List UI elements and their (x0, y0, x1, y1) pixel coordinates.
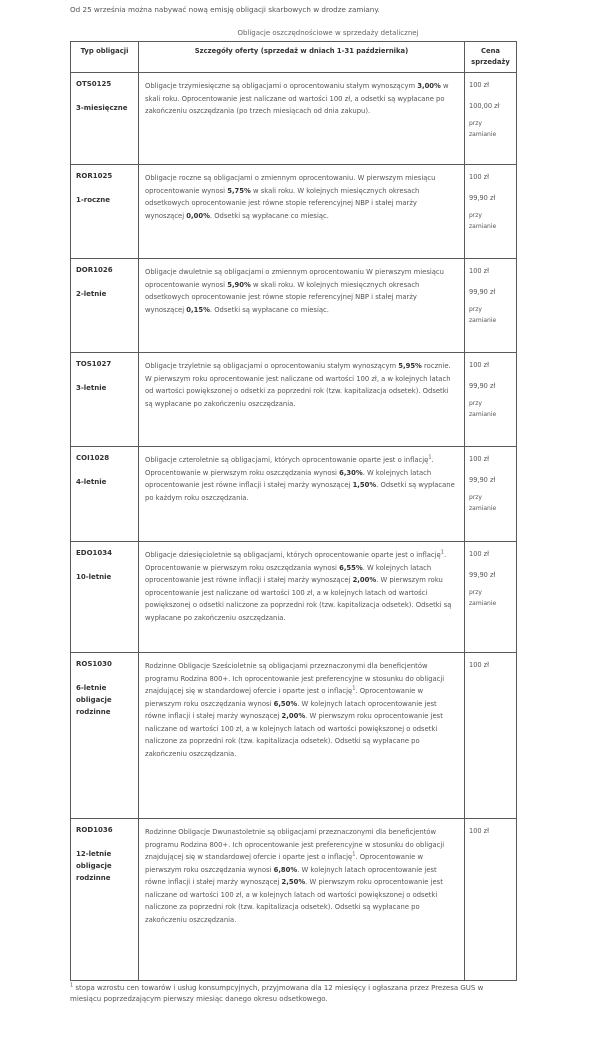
price-value: 100 zł (469, 661, 490, 669)
bond-code: TOS1027 (76, 360, 112, 368)
bond-code: ROD1036 (76, 826, 113, 834)
bond-type-cell (71, 73, 139, 165)
table-row (71, 353, 517, 447)
bond-description: Obligacje dziesięcioletnie są obligacjami, których oprocentowanie oparte jest o inflację$^1$. Oprocentowanie w pierwszym roku oszczędzania wynosi 6,55%. W kolejnych latach oprocentowanie jest równe inflacji i stałej marży wynoszącej 2,00%. W pierwszym roku oprocentowanie jest naliczane od wartości 100 zł, a w kolejnych latach od wartości powiększonej o odsetki naliczone za poprzedni rok (tzw. kapitalizacja odsetek). Odsetki są wypłacane po zakończeniu oszczędzania. (139, 542, 465, 653)
price-value: 100,00 zł (469, 102, 500, 110)
bond-description: Obligacje trzymiesięczne są obligacjami o oprocentowaniu stałym wynoszącym 3,00% w skali roku. Oprocentowanie jest naliczane od wartości 100 zł, a odsetki są wypłacane po zakończeniu oszczędzania (po trzech miesiącach od dnia zakupu). (139, 73, 465, 165)
bond-code: COI1028 (76, 454, 110, 462)
price-value: 100 zł (469, 827, 490, 835)
table-row (71, 542, 517, 653)
bond-description: Obligacje czteroletnie są obligacjami, których oprocentowanie oparte jest o inflację$^1$. Oprocentowanie w pierwszym roku oszczędzania wynosi 6,30%. W kolejnych latach oprocentowanie jest równe inflacji i stałej marży wynoszącej 1,50%. Odsetki są wypłacane po każdym roku oszczędzania. (139, 447, 465, 542)
price-value: 100 zł (469, 267, 490, 275)
bond-price-cell (465, 819, 517, 981)
bond-price-cell (465, 447, 517, 542)
price-value: 100 zł (469, 81, 490, 89)
bond-type-cell (71, 653, 139, 819)
bond-type-cell (71, 542, 139, 653)
price-note: przy zamianie (469, 589, 497, 607)
bond-description: Obligacje roczne są obligacjami o zmiennym oprocentowaniu. W pierwszym miesiącu oprocentowanie wynosi 5,75% w skali roku. W kolejnych miesięcznych okresach odsetkowych oprocentowanie jest równe stopie referencyjnej NBP i stałej marży wynoszącej 0,00%. Odsetki są wypłacane co miesiąc. (139, 165, 465, 259)
price-note: przy zamianie (469, 212, 497, 230)
bond-description: Rodzinne Obligacje Sześcioletnie są obligacjami przeznaczonymi dla beneficjentów programu Rodzina 800+. Ich oprocentowanie jest preferencyjne w stosunku do obligacji znajdującej się w standardowej ofercie i oparte jest o inflację$^1$. Oprocentowanie w pierwszym roku oszczędzania wynosi 6,50%. W kolejnych latach oprocentowanie jest równe inflacji i stałej marży wynoszącej 2,00%. W pierwszym roku oprocentowanie jest naliczane od wartości 100 zł, a w kolejnych latach od wartości powiększonej o odsetki naliczone za poprzedni rok (tzw. kapitalizacja odsetek). Odsetki są wypłacane po zakończeniu oszczędzania. (139, 653, 465, 819)
bond-price-cell (465, 653, 517, 819)
price-value: 99,90 zł (469, 194, 496, 202)
bond-description: Rodzinne Obligacje Dwunastoletnie są obligacjami przeznaczonymi dla beneficjentów programu Rodzina 800+. Ich oprocentowanie jest preferencyjne w stosunku do obligacji znajdującej się w standardowej ofercie i oparte jest o inflację$^1$. Oprocentowanie w pierwszym roku oszczędzania wynosi 6,80%. W kolejnych latach oprocentowanie jest równe inflacji i stałej marży wynoszącej 2,50%. W pierwszym roku oprocentowanie jest naliczane od wartości 100 zł, a w kolejnych latach od wartości powiększonej o odsetki naliczone za poprzedni rok (tzw. kapitalizacja odsetek). Odsetki są wypłacane po zakończeniu oszczędzania. (139, 819, 465, 981)
bond-price-cell (465, 73, 517, 165)
bond-type-cell (71, 259, 139, 353)
page (0, 4, 596, 1046)
intro-text: Od 25 września można nabywać nową emisję obligacji skarbowych w drodze zamiany. (70, 5, 380, 14)
bond-description: Obligacje dwuletnie są obligacjami o zmiennym oprocentowaniu W pierwszym miesiącu oprocentowanie wynosi 5,90% w skali roku. W kolejnych miesięcznych okresach odsetkowych oprocentowanie jest równe stopie referencyjnej NBP i stałej marży wynoszącej 0,15%. Odsetki są wypłacane co miesiąc. (139, 259, 465, 353)
bond-type-cell (71, 447, 139, 542)
price-value: 100 zł (469, 361, 490, 369)
bond-term-label: 1-roczne (76, 195, 110, 204)
price-note: przy zamianie (469, 400, 497, 418)
bond-term-label: 6-letnie obligacje rodzinne (76, 683, 112, 716)
bond-term-label: 3-letnie (76, 383, 107, 392)
footnote: $^1$ stopa wzrostu cen towarów i usług konsumpcyjnych, przyjmowana dla 12 miesięcy i ogłaszana przez Prezesa GUS w miesiącu poprzedzającym pierwszy miesiąc danego okresu odsetkowego. (70, 982, 484, 1003)
bond-code: DOR1026 (76, 266, 113, 274)
price-note: przy zamianie (469, 494, 497, 512)
price-value: 100 zł (469, 455, 490, 463)
price-value: 99,90 zł (469, 288, 496, 296)
header-price: Cena sprzedaży (465, 42, 517, 73)
bonds-table (70, 41, 517, 981)
price-value: 100 zł (469, 173, 490, 181)
bond-term-label: 12-letnie obligacje rodzinne (76, 849, 112, 882)
bond-price-cell (465, 542, 517, 653)
bond-price-cell (465, 259, 517, 353)
bond-type-cell (71, 165, 139, 259)
table-caption: Obligacje oszczędnościowe w sprzedaży detalicznej (237, 29, 419, 37)
price-value: 99,90 zł (469, 382, 496, 390)
bond-type-cell (71, 353, 139, 447)
bond-code: ROR1025 (76, 172, 113, 180)
price-value: 100 zł (469, 550, 490, 558)
price-note: przy zamianie (469, 120, 497, 138)
header-details: Szczegóły oferty (sprzedaż w dniach 1-31 października) (139, 42, 465, 73)
table-row (71, 259, 517, 353)
bond-code: EDO1034 (76, 549, 113, 557)
table-header-row (71, 42, 517, 73)
bond-type-cell (71, 819, 139, 981)
bond-price-cell (465, 353, 517, 447)
price-value: 99,90 zł (469, 571, 496, 579)
price-value: 99,90 zł (469, 476, 496, 484)
bond-description: Obligacje trzyletnie są obligacjami o oprocentowaniu stałym wynoszącym 5,95% rocznie. W pierwszym roku oprocentowanie jest naliczane od wartości 100 zł, a w kolejnych latach od wartości powiększonej o odsetki za poprzedni rok (tzw. kapitalizacja odsetek). Odsetki są wypłacane po zakończeniu oszczędzania. (139, 353, 465, 447)
table-row (71, 73, 517, 165)
table-row (71, 819, 517, 981)
bond-term-label: 10-letnie (76, 572, 112, 581)
table-row (71, 447, 517, 542)
bond-term-label: 3-miesięczne (76, 103, 128, 112)
bond-code: OTS0125 (76, 80, 112, 88)
table-row (71, 165, 517, 259)
price-note: przy zamianie (469, 306, 497, 324)
header-type: Typ obligacji (71, 42, 139, 73)
table-row (71, 653, 517, 819)
bond-code: ROS1030 (76, 660, 112, 668)
bond-price-cell (465, 165, 517, 259)
bond-term-label: 4-letnie (76, 477, 107, 486)
bond-term-label: 2-letnie (76, 289, 107, 298)
